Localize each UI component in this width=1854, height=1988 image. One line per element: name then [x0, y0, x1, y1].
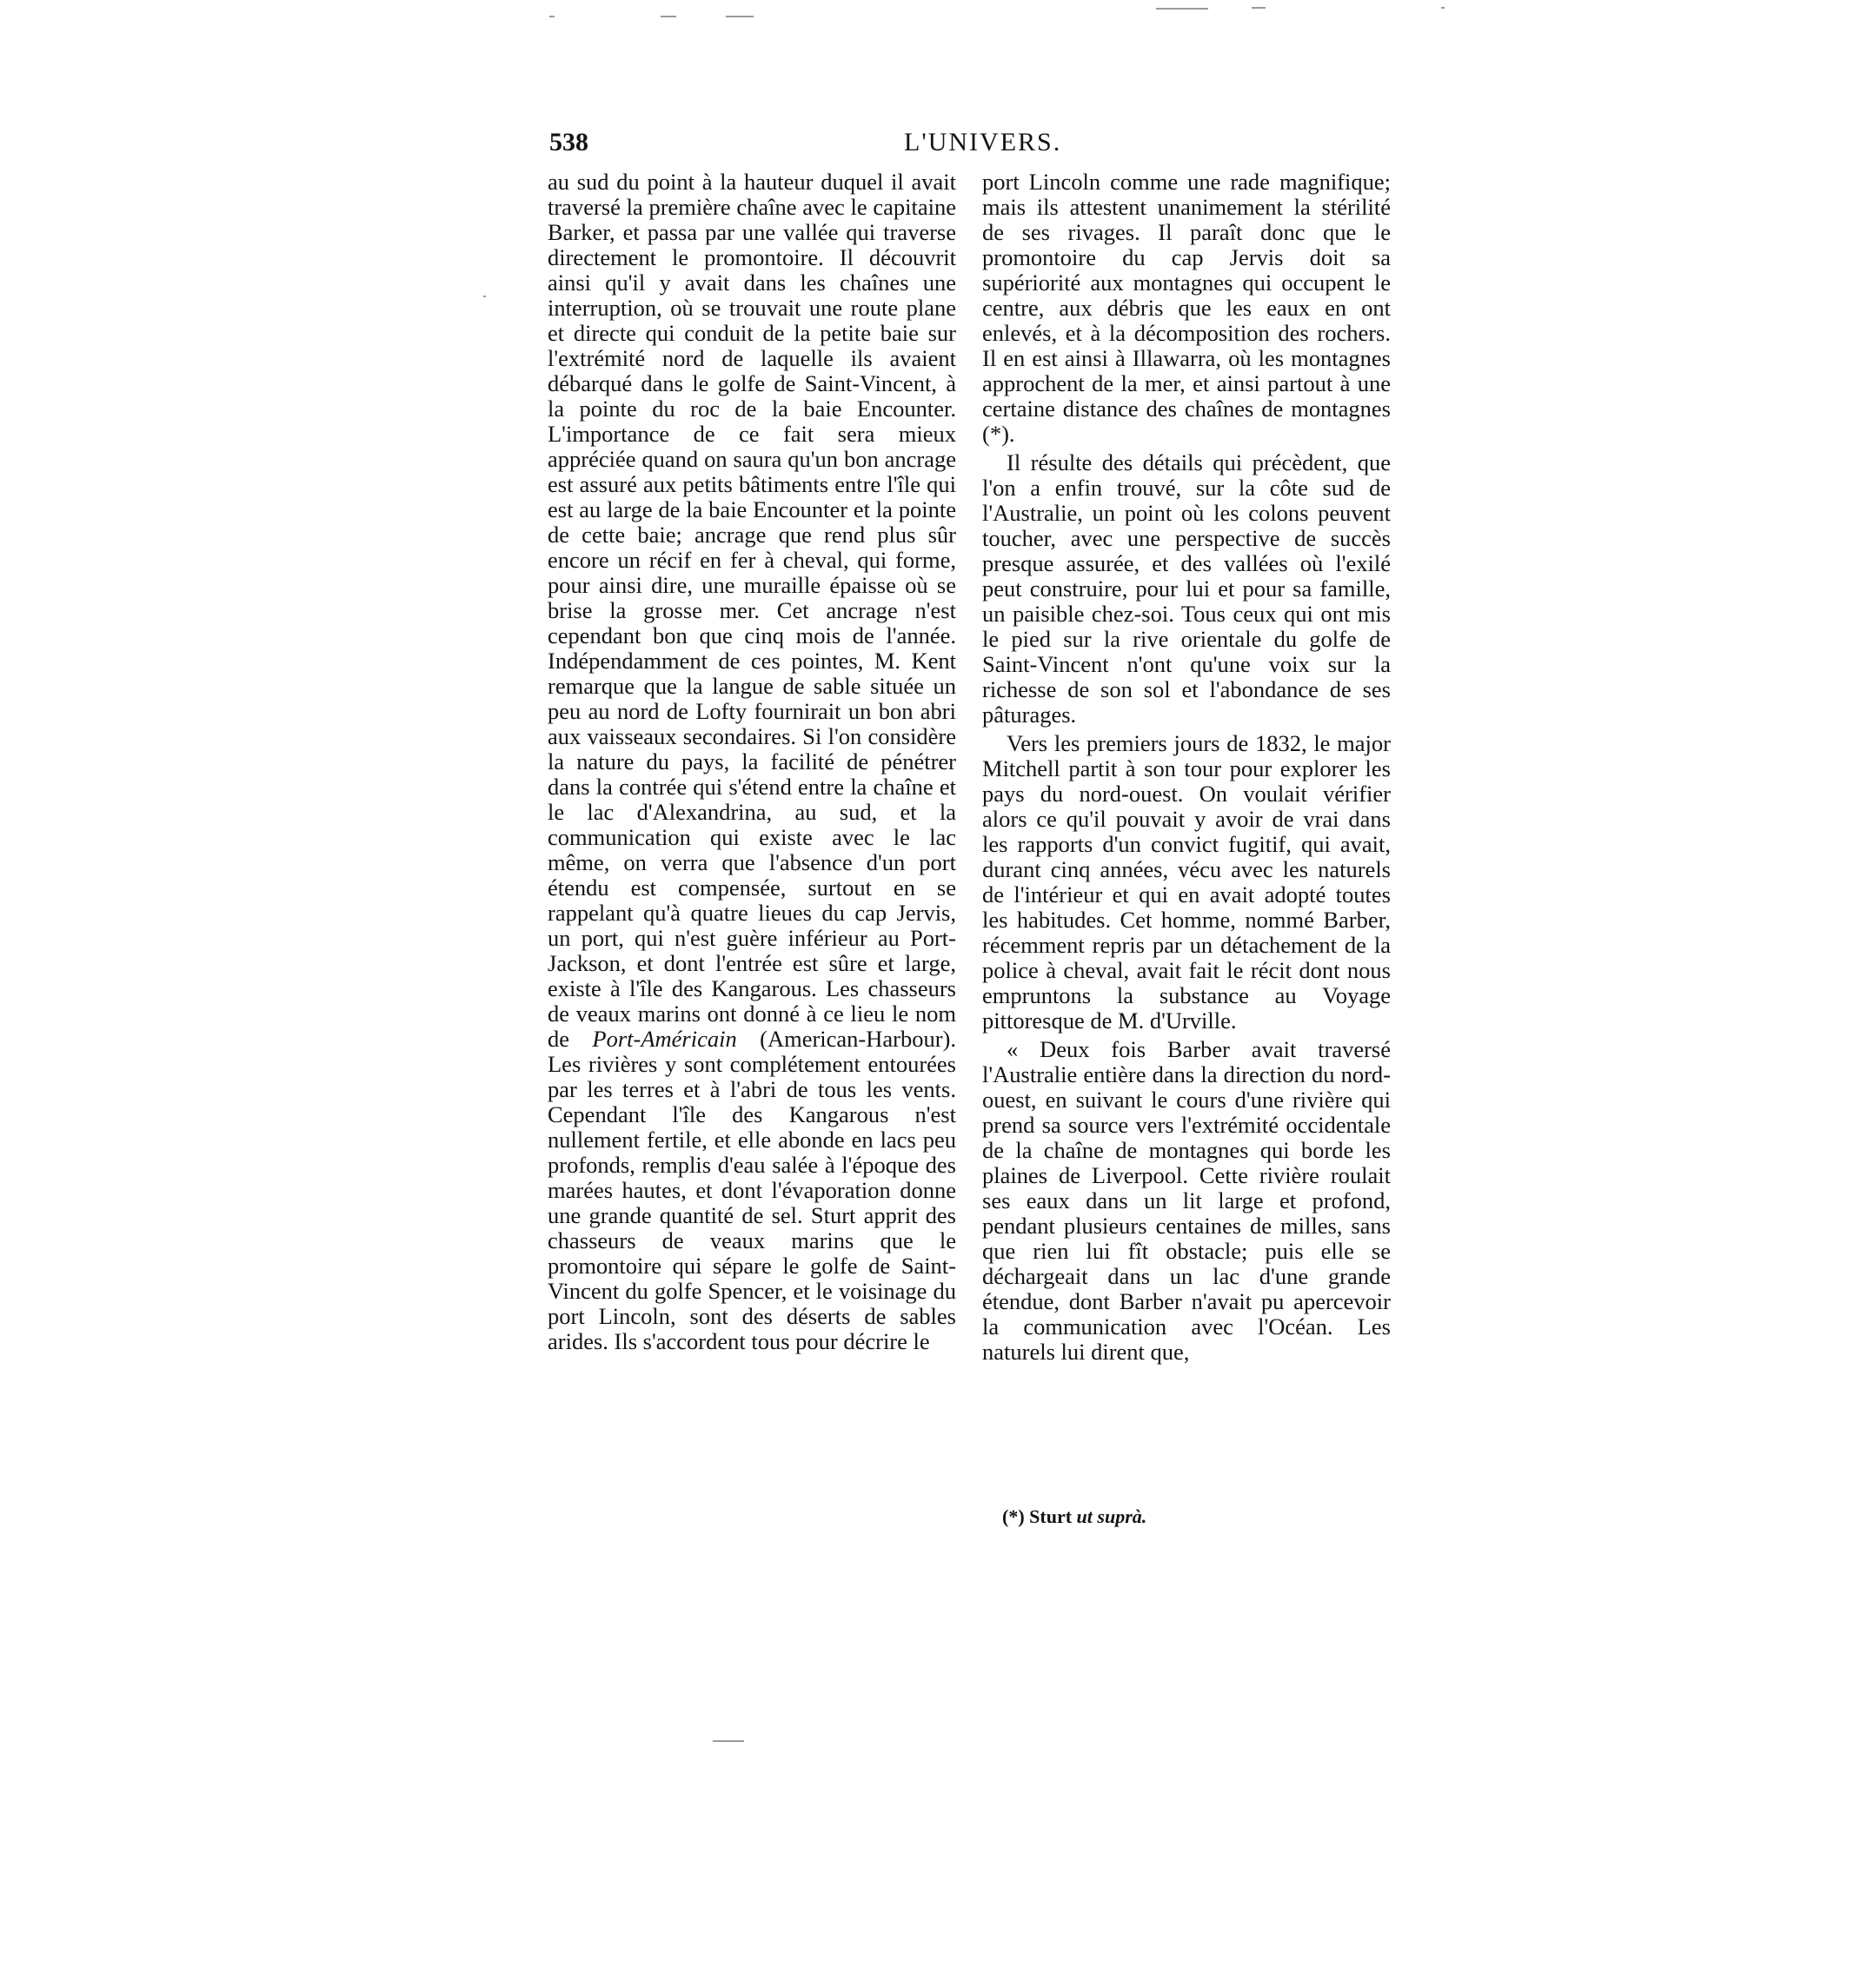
scan-speck	[1156, 8, 1208, 10]
left-paragraph-text: au sud du point à la hauteur duquel il avait traversé la première chaîne avec le capitaine Barker, et passa par une vallée qui traverse directement le promontoire. Il découvrit ainsi qu'il y avait dans les chaînes une interruption, où se trouvait une route plane et directe qui conduit de la petite baie sur l'extrémité nord de laquelle ils avaient débarqué dans le golfe de Saint-Vincent, à la pointe du roc de la baie Encounter. L'importance de ce fait sera mieux appréciée quand on saura qu'un bon ancrage est assuré aux petits bâtiments entre l'île qui est au large de la baie Encounter et la pointe de cette baie; ancrage que rend plus sûr encore un récif en fer à cheval, qui forme, pour ainsi dire, une muraille épaisse où se brise la grosse mer. Cet ancrage n'est cependant bon que cinq mois de l'année. Indépendamment de ces pointes, M. Kent remarque que la langue de sable située un peu au nord de Lofty fournirait un bon abri aux vaisseaux secondaires. Si l'on considère la nature du pays, la facilité de pénétrer dans la contrée qui s'étend entre la chaîne et le lac d'Alexandrina, au sud, et la communication qui existe avec le lac même, on verra que l'absence d'un port étendu est compensée, surtout en se rappelant qu'à quatre lieues du cap Jervis, un port, qui n'est guère inférieur au Port-Jackson, et dont l'entrée est sûre et large, existe à l'île des Kangarous. Les chasseurs de veaux marins ont donné à ce lieu le nom de	[548, 169, 956, 1052]
page-number: 538	[549, 128, 588, 156]
running-title: L'UNIVERS.	[904, 128, 1062, 156]
left-column	[548, 170, 956, 1354]
scan-speck	[483, 296, 486, 297]
right-column	[982, 170, 1391, 1365]
left-paragraph	[548, 170, 956, 1354]
footnote	[1002, 1505, 1146, 1529]
scan-speck	[1252, 7, 1266, 9]
scan-speck	[713, 1740, 744, 1742]
right-paragraph-3: Vers les premiers jours de 1832, le major Mitchell partit à son tour pour explorer les pays du nord-ouest. On voulait vérifier alors ce qu'il pouvait y avoir de vrai dans les rapports d'un convict fugitif, qui avait, durant cinq années, vécu avec les naturels de l'intérieur et qui en avait adopté toutes les habitudes. Cet homme, nommé Barber, récemment repris par un détachement de la police à cheval, avait fait le récit dont nous empruntons la substance au Voyage pittoresque de M. d'Urville.	[982, 730, 1391, 1034]
scan-speck	[1441, 7, 1445, 9]
left-paragraph-tail: (American-Harbour). Les rivières y sont complétement entourées par les terres et à l'abri de tous les vents. Cependant l'île des Kangarous n'est nullement fertile, et elle abonde en lacs peu profonds, remplis d'eau salée à l'époque des marées hautes, et dont l'évaporation donne une grande quantité de sel. Sturt apprit des chasseurs de veaux marins que le promontoire qui sépare le golfe de Saint-Vincent du golfe Spencer, et le voisinage du port Lincoln, sont des déserts de sables arides. Ils s'accordent tous pour décrire le	[548, 1026, 956, 1354]
scan-speck	[549, 16, 555, 17]
scan-speck	[661, 16, 676, 17]
scan-speck	[726, 16, 754, 17]
right-paragraph-4: « Deux fois Barber avait traversé l'Australie entière dans la direction du nord-ouest, en suivant le cours d'une rivière qui prend sa source vers l'extrémité occidentale de la chaîne de montagnes qui borde les plaines de Liverpool. Cette rivière roulait ses eaux dans un lit large et profond, pendant plusieurs centaines de milles, sans que rien lui fît obstacle; puis elle se déchargeait dans un lac d'une grande étendue, dont Barber n'avait pu apercevoir la communication avec l'Océan. Les naturels lui dirent que,	[982, 1036, 1391, 1365]
italic-place-name: Port-Américain	[592, 1026, 737, 1052]
right-paragraph-2: Il résulte des détails qui précèdent, que l'on a enfin trouvé, sur la côte sud de l'Australie, un point où les colons peuvent toucher, avec une perspective de succès presque assurée, et des vallées où l'exilé peut construire, pour lui et pour sa famille, un paisible chez-soi. Tous ceux qui ont mis le pied sur la rive orientale du golfe de Saint-Vincent n'ont qu'une voix sur la richesse de son sol et l'abondance de ses pâturages.	[982, 449, 1391, 728]
footnote-mark: (*) Sturt	[1002, 1506, 1073, 1527]
right-paragraph-1: port Lincoln comme une rade magnifique; mais ils attestent unanimement la stérilité de ses rivages. Il paraît donc que le promontoire du cap Jervis doit sa supériorité aux montagnes qui occupent le centre, aux débris que les eaux en ont enlevés, et à la décomposition des rochers. Il en est ainsi à Illawarra, où les montagnes approchent de la mer, et ainsi partout à une certaine distance des chaînes de montagnes (*).	[982, 169, 1391, 447]
footnote-italic: ut suprà.	[1076, 1506, 1147, 1527]
